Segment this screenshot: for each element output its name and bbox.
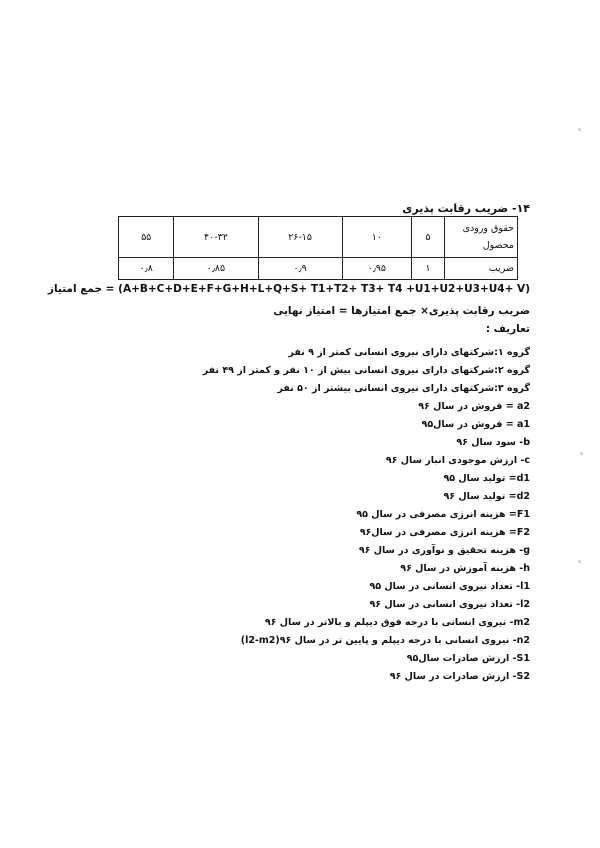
table-cell: ۰٫۸۵	[174, 258, 258, 280]
row-header-coefficient: ضریب	[445, 258, 518, 280]
table-row-coefficient	[119, 258, 518, 280]
table-cell: ۰٫۸	[119, 258, 174, 280]
definition-item: S1- ارزش صادرات سال۹۵	[406, 653, 530, 664]
definition-item: h- هزینه آموزش در سال ۹۶	[400, 563, 530, 574]
definition-item: l2- تعداد نیروی انسانی در سال ۹۶	[369, 599, 530, 610]
definition-item: F1= هزینه انرژی مصرفی در سال ۹۵	[356, 509, 530, 520]
scan-speck	[578, 128, 581, 131]
final-score-formula: ضریب رقابت پذیری× جمع امتیازها = امتیاز نهایی	[273, 305, 530, 317]
definition-item: d2= تولید سال ۹۶	[443, 491, 530, 502]
definition-item: g- هزینه تحقیق و نوآوری در سال ۹۶	[358, 545, 530, 556]
definition-item: گروه ۲:شرکتهای دارای نیروی انسانی بیش از ۱۰ نفر و کمتر از ۴۹ نفر	[202, 365, 530, 376]
definition-item: S2- ارزش صادرات در سال ۹۶	[389, 671, 530, 682]
scan-speck	[580, 452, 583, 455]
definition-item: c- ارزش موجودی انبار سال ۹۶	[385, 455, 530, 466]
row-header-salary: حقوق ورودی محصول	[445, 217, 518, 258]
definition-item: l1- تعداد نیروی انسانی در سال ۹۵	[369, 581, 530, 592]
definition-item: گروه ۱:شرکتهای دارای نیروی انسانی کمتر از ۹ نفر	[288, 347, 530, 358]
total-score-formula: (A+B+C+D+E+F+G+H+L+Q+S+ T1+T2+ T3+ T4 +U1+U2+U3+U4+ V) = جمع امتیاز	[47, 283, 530, 295]
table-cell: ۰٫۹۵	[342, 258, 411, 280]
table-cell: ۴۰-۳۲	[174, 217, 258, 258]
table-cell: ۵	[411, 217, 444, 258]
definition-item: m2- نیروی انسانی با درجه فوق دیپلم و بالاتر در سال ۹۶	[264, 617, 530, 628]
table-cell: ۱۰	[342, 217, 411, 258]
definition-item: b- سود سال ۹۶	[456, 437, 530, 448]
definition-item: n2- نیروی انسانی با درجه دیپلم و پایین تر در سال ۹۶(l2-m2)	[240, 635, 530, 646]
definition-item: a1 = فروش در سال۹۵	[421, 419, 530, 430]
coefficient-table	[118, 216, 518, 280]
scan-speck	[578, 560, 581, 563]
table-cell: ۲۶-۱۵	[258, 217, 342, 258]
definition-item: a2 = فروش در سال ۹۶	[418, 401, 530, 412]
section-heading: ۱۴- ضریب رقابت پذیری	[402, 202, 530, 215]
table-cell: ۰٫۹	[258, 258, 342, 280]
definition-item: گروه ۳:شرکتهای دارای نیروی انسانی بیشتر از ۵۰ نفر	[277, 383, 530, 394]
table-row-salary	[119, 217, 518, 258]
definition-item: d1= تولید سال ۹۵	[443, 473, 530, 484]
definition-item: F2= هزینه انرژی مصرفی در سال۹۶	[359, 527, 530, 538]
table-cell: ۱	[411, 258, 444, 280]
table-cell: ۵۵	[119, 217, 174, 258]
definitions-title: تعاریف :	[485, 323, 530, 335]
